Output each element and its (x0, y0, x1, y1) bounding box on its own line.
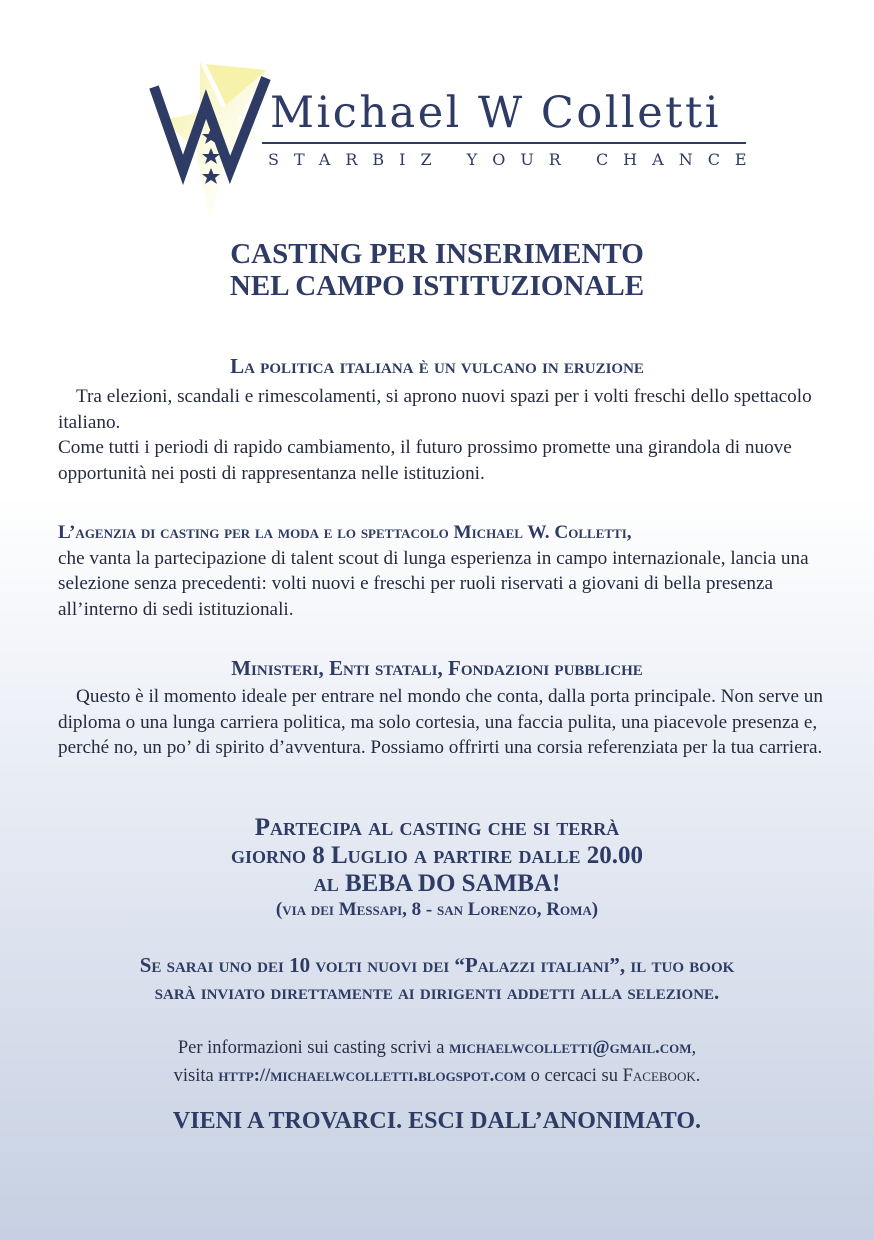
section3-paragraph (58, 684, 826, 761)
section3-heading: Ministeri, Enti statali, Fondazioni pubbliche (231, 656, 643, 680)
contact-visit-prefix: visita (173, 1066, 219, 1086)
logo (0, 0, 874, 230)
contact-facebook-link[interactable]: Facebook (622, 1066, 696, 1086)
section1-heading: La politica italiana è un vulcano in eruzione (230, 354, 644, 378)
contact-blog-link[interactable]: http://michaelwcolletti.blogspot.com (218, 1066, 527, 1086)
agency-lead: L’agenzia di casting per la moda e lo spettacolo Michael W. Colletti, (58, 522, 632, 543)
section1-paragraph (58, 384, 826, 486)
section3-text: Questo è il momento ideale per entrare nel mondo che conta, dalla porta principale. Non serve un diploma o una lunga carriera politica, ma solo cortesia, una faccia pulita, una piacevole presenza e, perché no, un po’ di spirito d’avventura. Possiamo offrirti una corsia referenziata per la tua carriera. (58, 686, 823, 758)
contact-line-2 (0, 1062, 874, 1090)
event-venue: BEBA DO SAMBA! (344, 870, 561, 897)
section1-text-2: Come tutti i periodi di rapido cambiamento, il futuro prossimo promette una girandola di nuove opportunità nei posti di rappresentanza nelle istituzioni. (58, 437, 792, 484)
notice-line-1: Se sarai uno dei 10 volti nuovi dei “Palazzi italiani”, il tuo book (139, 953, 735, 977)
logo-tagline: STARBIZ YOUR CHANCE (268, 150, 762, 169)
contact-info (0, 1034, 874, 1090)
logo-divider (262, 142, 746, 144)
section1-text-1: Tra elezioni, scandali e rimescolamenti, si aprono nuovi spazi per i volti freschi dello spettacolo italiano. (58, 386, 812, 433)
event-venue-prefix: al (313, 870, 345, 897)
contact-email-link[interactable]: michaelwcolletti@gmail.com (449, 1038, 692, 1058)
section2-paragraph (58, 520, 826, 622)
page-title (0, 238, 874, 302)
title-line-1: CASTING PER INSERIMENTO (230, 238, 644, 270)
logo-name: Michael W Colletti (270, 88, 721, 138)
event-line-3 (0, 870, 874, 898)
closing-slogan: VIENI A TROVARCI. ESCI DALL’ANONIMATO. (172, 1108, 702, 1134)
selection-notice (0, 952, 874, 1006)
section2-text: che vanta la partecipazione di talent scout di lunga esperienza in campo internazionale, lancia una selezione senza precedenti: volti nuovi e freschi per ruoli riservati a giovani di bella presenza all’interno di sedi istituzionali. (58, 547, 809, 620)
contact-line-1 (0, 1034, 874, 1062)
event-line-2: giorno 8 Luglio a partire dalle 20.00 (231, 842, 643, 869)
contact-social-prefix: o cercaci su (526, 1066, 623, 1086)
contact-suffix: . (695, 1066, 701, 1086)
contact-email-suffix: , (691, 1038, 697, 1058)
event-announcement (0, 814, 874, 922)
event-line-1: Partecipa al casting che si terrà (254, 814, 620, 841)
event-address: (via dei Messapi, 8 - san Lorenzo, Roma) (275, 899, 599, 920)
title-line-2: NEL CAMPO ISTITUZIONALE (229, 270, 645, 302)
contact-email-prefix: Per informazioni sui casting scrivi a (177, 1038, 450, 1058)
notice-line-2: sarà inviato direttamente ai dirigenti addetti alla selezione. (154, 980, 720, 1004)
